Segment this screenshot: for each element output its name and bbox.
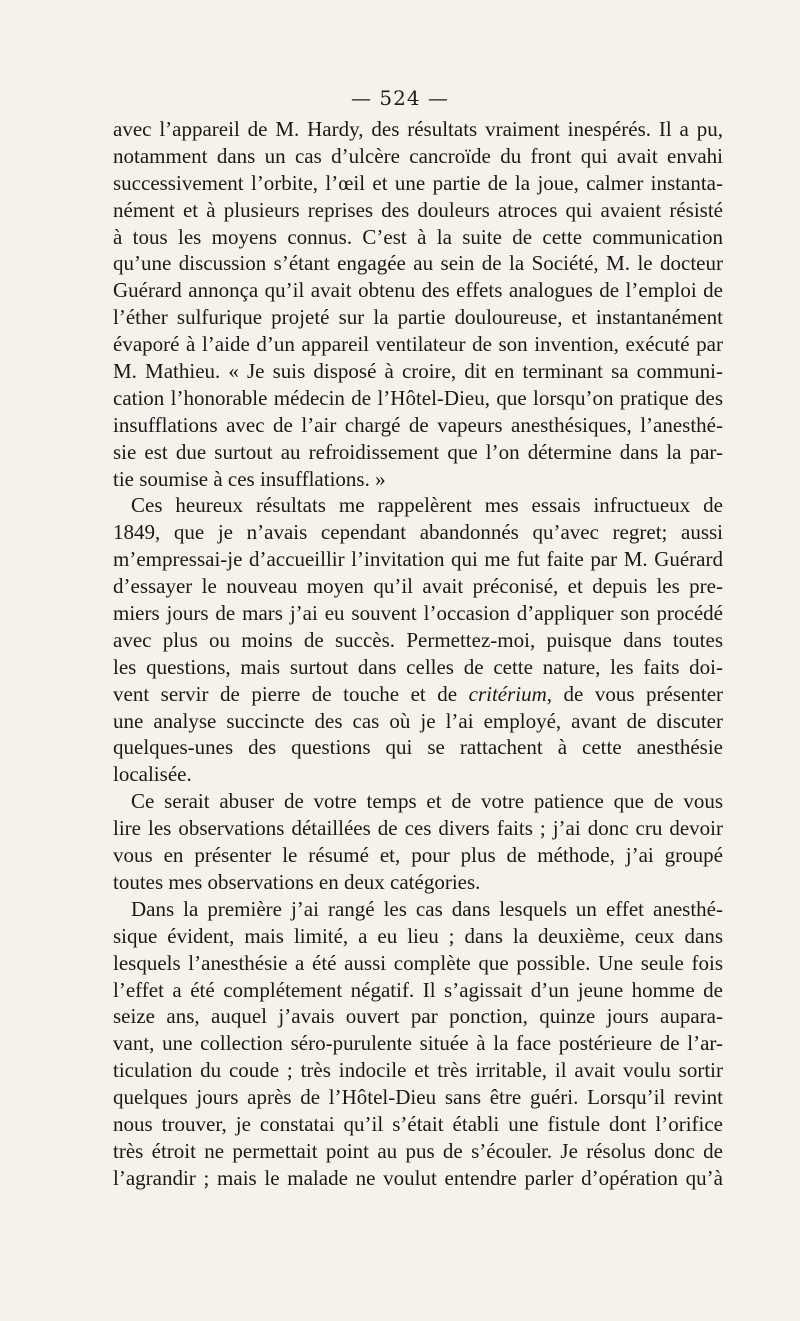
text-line: avec l’appareil de M. Hardy, des résultats vraiment inespérés. Il a pu, — [113, 117, 723, 141]
italic-term: critérium — [468, 681, 547, 706]
text-line: seize ans, auquel j’avais ouvert par ponction, quinze jours aupara- — [113, 1004, 723, 1029]
text-line: qu’une discussion s’étant engagée au sein de la Société, M. le docteur — [113, 251, 723, 276]
text-line: ticulation du coude ; très indocile et très irritable, il avait voulu sortir — [113, 1058, 723, 1083]
text-line: 1849, que je n’avais cependant abandonnés qu’avec regret; aussi — [113, 520, 723, 545]
text-line: l’éther sulfurique projeté sur la partie douloureuse, et instantanément — [113, 305, 723, 330]
text-line: nous trouver, je constatai qu’il s’était établi une fistule dont l’orifice — [113, 1111, 723, 1136]
text-line: lire les observations détaillées de ces divers faits ; j’ai donc cru devoir — [113, 816, 723, 841]
text-line: d’essayer le nouveau moyen qu’il avait préconisé, et depuis les pre- — [113, 574, 723, 599]
text-line: sie est due surtout au refroidissement que l’on détermine dans la par- — [113, 439, 723, 464]
text-line: quelques jours après de l’Hôtel-Dieu sans être guéri. Lorsqu’il revint — [113, 1085, 723, 1110]
text-line: nément et à plusieurs reprises des douleurs atroces qui avaient résisté — [113, 197, 723, 222]
text-line: insufflations avec de l’air chargé de vapeurs anesthésiques, l’anesthé- — [113, 412, 723, 437]
text-segment: , de vous présenter — [546, 681, 724, 706]
text-line: tie soumise à ces insufflations. » — [113, 466, 386, 491]
text-line: toutes mes observations en deux catégories. — [113, 869, 481, 894]
text-line: notamment dans un cas d’ulcère cancroïde du front qui avait envahi — [113, 143, 723, 168]
text-line: lesquels l’anesthésie a été aussi complète que possible. Une seule fois — [113, 950, 723, 975]
page-number: — 524 — — [351, 86, 449, 110]
text-line: M. Mathieu. « Je suis disposé à croire, dit en terminant sa communi- — [113, 359, 723, 384]
text-line: miers jours de mars j’ai eu souvent l’occasion d’appliquer son procédé — [113, 601, 723, 626]
text-line: une analyse succincte des cas où je l’ai employé, avant de discuter — [113, 708, 723, 733]
text-line: vous en présenter le résumé et, pour plus de méthode, j’ai groupé — [113, 843, 723, 868]
text-line: à tous les moyens connus. C’est à la suite de cette communication — [113, 224, 723, 249]
text-line: les questions, mais surtout dans celles de cette nature, les faits doi- — [113, 654, 723, 679]
body-text — [113, 116, 723, 1192]
text-line: Guérard annonça qu’il avait obtenu des effets analogues de l’emploi de — [113, 278, 723, 303]
text-line: l’agrandir ; mais le malade ne voulut entendre parler d’opération qu’à — [113, 1165, 723, 1190]
text-line: Ce serait abuser de votre temps et de votre patience que de vous — [131, 789, 723, 814]
text-line: m’empressai-je d’accueillir l’invitation qui me fut faite par M. Guérard — [113, 547, 723, 572]
text-line: vant, une collection séro-purulente située à la face postérieure de l’ar- — [113, 1031, 723, 1056]
text-line: localisée. — [113, 762, 192, 787]
text-line: très étroit ne permettait point au pus de s’écouler. Je résolus donc de — [113, 1138, 723, 1163]
text-line: quelques-unes des questions qui se rattachent à cette anesthésie — [113, 735, 723, 760]
text-line: successivement l’orbite, l’œil et une partie de la joue, calmer instanta- — [113, 170, 723, 195]
text-line: Dans la première j’ai rangé les cas dans lesquels un effet anesthé- — [131, 896, 723, 921]
text-line: évaporé à l’aide d’un appareil ventilateur de son invention, exécuté par — [113, 332, 723, 357]
text-segment: vent servir de pierre de touche et de — [113, 681, 458, 706]
text-line: cation l’honorable médecin de l’Hôtel-Dieu, que lorsqu’on pratique des — [113, 385, 723, 410]
text-line: avec plus ou moins de succès. Permettez-moi, puisque dans toutes — [113, 627, 723, 652]
text-line: l’effet a été complétement négatif. Il s’agissait d’un jeune homme de — [113, 977, 723, 1002]
text-line-with-italic — [113, 681, 723, 708]
text-line: sique évident, mais limité, a eu lieu ; dans la deuxième, ceux dans — [113, 923, 723, 948]
text-line: Ces heureux résultats me rappelèrent mes essais infructueux de — [131, 493, 723, 518]
